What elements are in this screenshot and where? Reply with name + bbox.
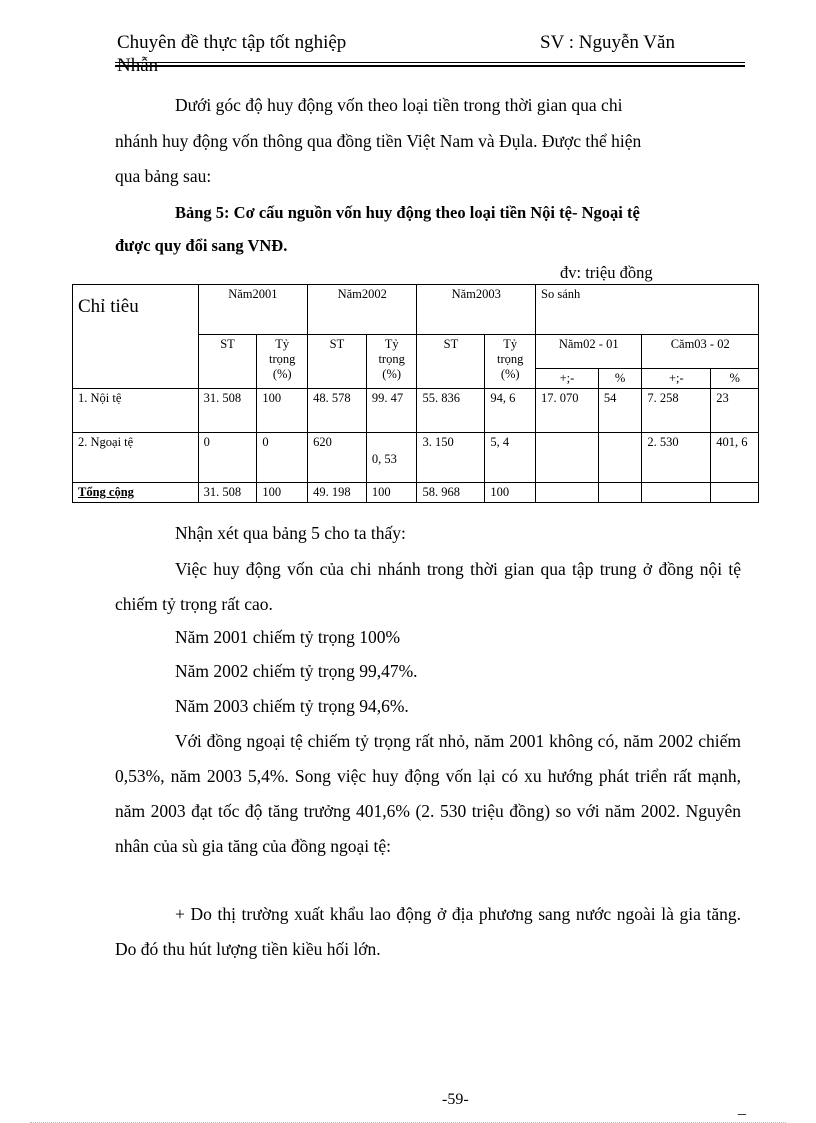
header-left: Chuyên đề thực tập tốt nghiệp bbox=[117, 32, 347, 53]
cell-diff-2: 2. 530 bbox=[642, 433, 711, 483]
th-tytrong-2002 bbox=[366, 335, 417, 389]
header-rule-thin bbox=[115, 62, 745, 63]
intro-line-2: nhánh huy động vốn thông qua đồng tiền Việt Nam và Đụla. Được thể hiện bbox=[115, 131, 642, 151]
th-tytrong-unit: (%) bbox=[382, 367, 402, 381]
body-p3: Năm 2001 chiếm tỷ trọng 100% bbox=[175, 627, 401, 647]
caption-line-2: được quy đổi sang VNĐ. bbox=[115, 236, 288, 255]
th-st-2002: ST bbox=[308, 335, 367, 389]
cell-st-2003: 55. 836 bbox=[417, 389, 485, 433]
th-pct-2: % bbox=[711, 369, 759, 389]
th-compare-03-02: Căm03 - 02 bbox=[642, 335, 759, 369]
cell-st-2002: 48. 578 bbox=[308, 389, 367, 433]
cell-tt-2003: 94, 6 bbox=[485, 389, 536, 433]
th-year-2002: Năm2002 bbox=[308, 285, 417, 335]
page-number: -59- bbox=[442, 1091, 469, 1108]
cell-st-2003: 3. 150 bbox=[417, 433, 485, 483]
cell-tt-2003: 100 bbox=[485, 483, 536, 503]
row-label: Tổng cộng bbox=[73, 483, 199, 503]
cell-diff-1 bbox=[536, 483, 599, 503]
cell-tt-2003: 5, 4 bbox=[485, 433, 536, 483]
row-label: 1. Nội tệ bbox=[73, 389, 199, 433]
th-st-2001: ST bbox=[198, 335, 257, 389]
th-year-2003: Năm2003 bbox=[417, 285, 536, 335]
table-caption bbox=[115, 196, 745, 230]
th-tytrong-unit: (%) bbox=[500, 367, 520, 381]
cell-tt-2002: 0, 53 bbox=[366, 433, 417, 483]
th-sosanh: So sánh bbox=[536, 285, 759, 335]
body-p7: + Do thị trường xuất khẩu lao động ở địa phương sang nước ngoài là gia tăng. Do đó thu hút lượng tiền kiều hối lớn. bbox=[115, 904, 741, 959]
cell-pct-2: 23 bbox=[711, 389, 759, 433]
unit-label: đv: triệu đồng bbox=[560, 263, 653, 282]
cell-st-2002: 49. 198 bbox=[308, 483, 367, 503]
header-rule-thick bbox=[115, 65, 745, 67]
body-p2: Việc huy động vốn của chi nhánh trong thời gian qua tập trung ở đồng nội tệ chiếm tỷ trọng rất cao. bbox=[115, 559, 741, 614]
caption-line-1: Bảng 5: Cơ cấu nguồn vốn huy động theo loại tiền Nội tệ- Ngoại tệ bbox=[175, 203, 640, 222]
row-label: 2. Ngoại tệ bbox=[73, 433, 199, 483]
cell-diff-2: 7. 258 bbox=[642, 389, 711, 433]
th-diff-2: +;- bbox=[642, 369, 711, 389]
body-p6: Với đồng ngoại tệ chiếm tỷ trọng rất nhỏ, năm 2001 không có, năm 2002 chiếm 0,53%, năm 2003 5,4%. Song việc huy động vốn lại có xu hướng phát triển rất mạnh, năm 2003 đạt tốc độ tăng trưởng 401,6% (2. 530 triệu đồng) so với năm 2002. Nguyên nhân của sù gia tăng của đồng ngoại tệ: bbox=[115, 731, 741, 856]
cell-pct-1 bbox=[598, 483, 642, 503]
cell-diff-1: 17. 070 bbox=[536, 389, 599, 433]
th-tytrong-label: Tỷ trọng bbox=[269, 337, 296, 366]
table-row-ngoai-te bbox=[73, 433, 759, 483]
cell-st-2001: 31. 508 bbox=[198, 389, 257, 433]
table-caption-2 bbox=[115, 229, 745, 263]
th-tytrong-label: Tỷ trọng bbox=[497, 337, 524, 366]
cell-st-2001: 0 bbox=[198, 433, 257, 483]
th-year-2001: Năm2001 bbox=[198, 285, 307, 335]
cell-pct-1 bbox=[598, 433, 642, 483]
th-tytrong-2003 bbox=[485, 335, 536, 389]
cell-st-2001: 31. 508 bbox=[198, 483, 257, 503]
cell-tt-2001: 0 bbox=[257, 433, 308, 483]
cell-st-2002: 620 bbox=[308, 433, 367, 483]
th-chitieu: Chỉ tiêu bbox=[73, 285, 199, 389]
table-header-row-1 bbox=[73, 285, 759, 335]
th-tytrong-label: Tỷ trọng bbox=[378, 337, 405, 366]
th-tytrong-unit: (%) bbox=[272, 367, 292, 381]
intro-line-3: qua bảng sau: bbox=[115, 166, 212, 186]
intro-line-1: Dưới góc độ huy động vốn theo loại tiền trong thời gian qua chi bbox=[175, 95, 623, 115]
body-p5: Năm 2003 chiếm tỷ trọng 94,6%. bbox=[175, 696, 409, 716]
cell-pct-2: 401, 6 bbox=[711, 433, 759, 483]
table-row-tong-cong bbox=[73, 483, 759, 503]
cell-diff-2 bbox=[642, 483, 711, 503]
body-p4: Năm 2002 chiếm tỷ trọng 99,47%. bbox=[175, 661, 418, 681]
cell-diff-1 bbox=[536, 433, 599, 483]
body-p1: Nhận xét qua bảng 5 cho ta thấy: bbox=[175, 523, 406, 543]
cell-tt-2001: 100 bbox=[257, 483, 308, 503]
table-row-noi-te bbox=[73, 389, 759, 433]
header-right: SV : Nguyễn Văn bbox=[540, 32, 675, 53]
th-diff-1: +;- bbox=[536, 369, 599, 389]
capital-structure-table bbox=[72, 284, 759, 503]
footer-dash: _ bbox=[738, 1100, 746, 1117]
th-tytrong-2001 bbox=[257, 335, 308, 389]
th-compare-02-01: Năm02 - 01 bbox=[536, 335, 642, 369]
cell-tt-2002: 100 bbox=[366, 483, 417, 503]
cell-tt-2002: 99. 47 bbox=[366, 389, 417, 433]
th-pct-1: % bbox=[598, 369, 642, 389]
cell-pct-2 bbox=[711, 483, 759, 503]
th-st-2003: ST bbox=[417, 335, 485, 389]
cell-st-2003: 58. 968 bbox=[417, 483, 485, 503]
cell-pct-1: 54 bbox=[598, 389, 642, 433]
cell-tt-2001: 100 bbox=[257, 389, 308, 433]
